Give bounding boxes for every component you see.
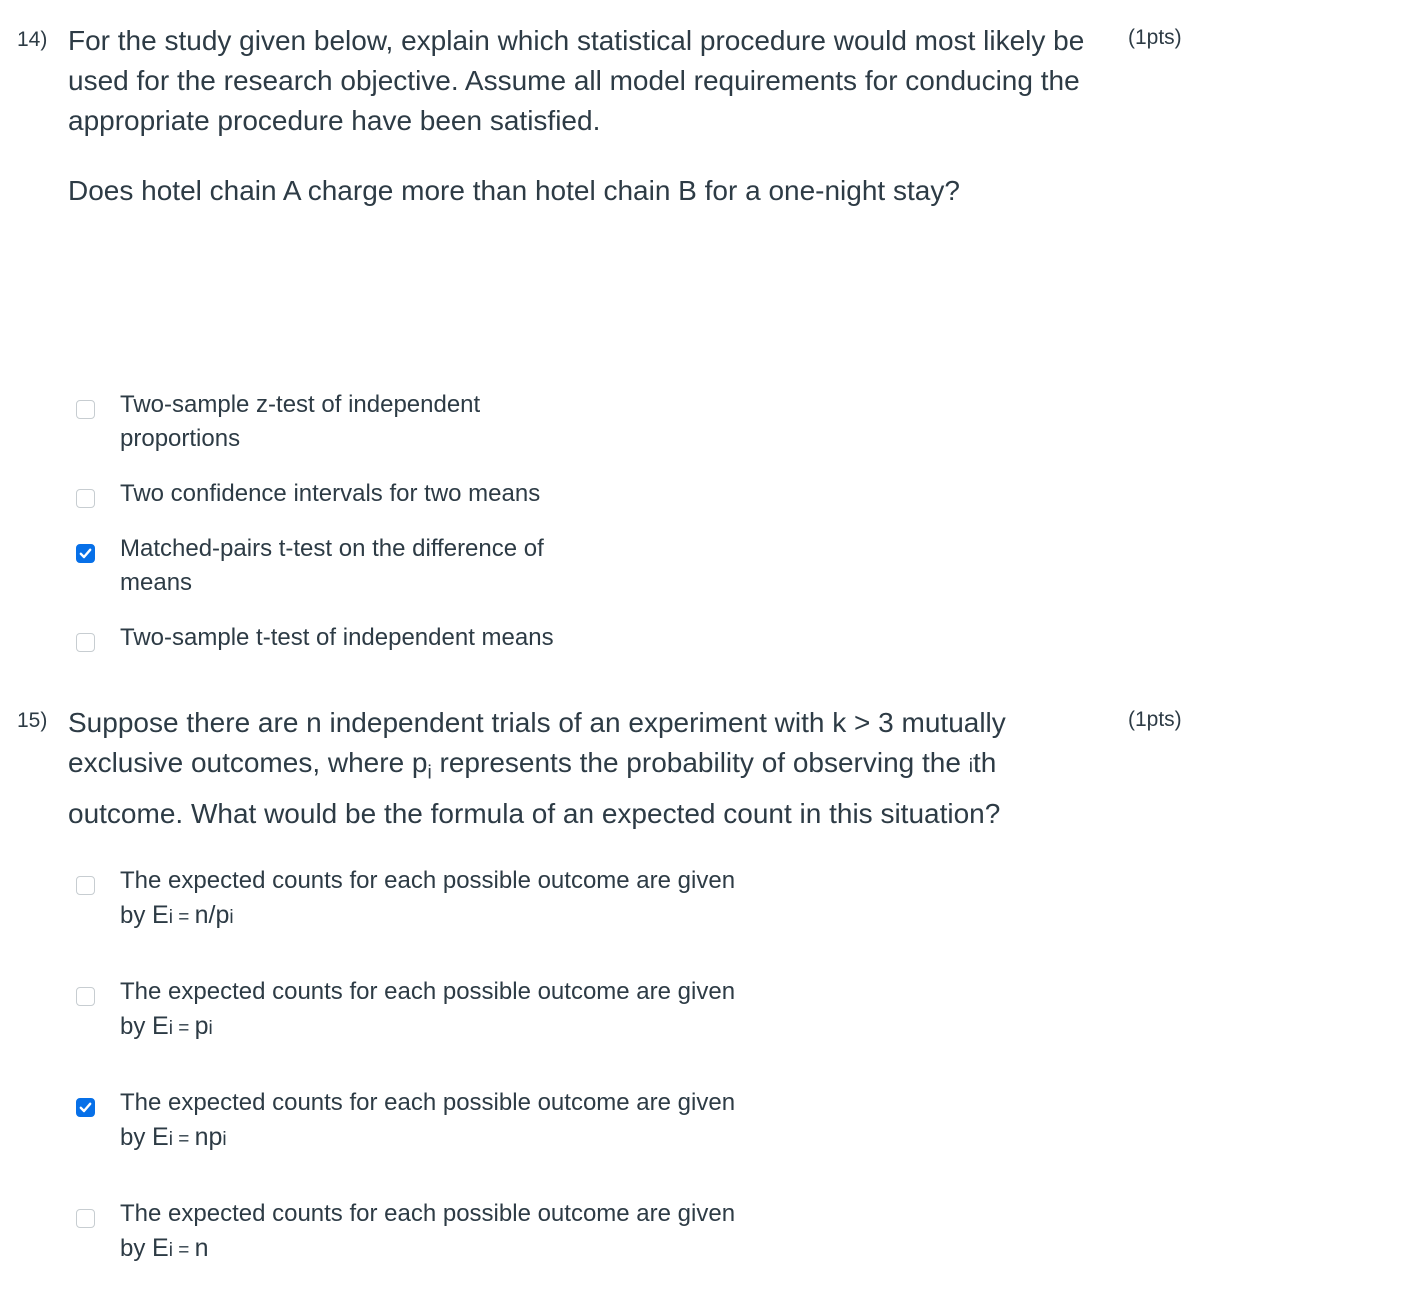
checkbox-unchecked[interactable]	[76, 1209, 95, 1228]
question-text: Suppose there are n independent trials of an experiment with k > 3 mutually exclusive outcomes, where $p_i$ represents the probability of observing the ith outcome. What would be the formula of an expected count in this situation?	[68, 707, 1006, 829]
checkbox-unchecked[interactable]	[76, 987, 95, 1006]
checkbox-unchecked[interactable]	[76, 489, 95, 508]
question-points: (1pts)	[1128, 26, 1182, 49]
checkbox-checked[interactable]	[76, 1098, 95, 1117]
answer-label: Matched-pairs t-test on the difference of means	[120, 535, 544, 596]
question-text: For the study given below, explain which statistical procedure would most likely be used for the research objective. Assume all model requirements for conducing the appropriate procedure have been satisfied.	[68, 25, 1085, 136]
answer-label: The expected counts for each possible outcome are given by Ei = npi	[120, 1089, 736, 1151]
question-number: 14)	[17, 28, 48, 51]
answer-label: Two confidence intervals for two means	[120, 480, 541, 507]
answer-label: The expected counts for each possible outcome are given by Ei = n/pi	[120, 867, 736, 929]
checkbox-unchecked[interactable]	[76, 876, 95, 895]
checkmark-icon	[79, 547, 92, 560]
question-prompt: Does hotel chain A charge more than hotel chain B for a one-night stay?	[68, 175, 960, 206]
question-points: (1pts)	[1128, 708, 1182, 731]
checkbox-unchecked[interactable]	[76, 633, 95, 652]
answer-label: Two-sample z-test of independent proportions	[120, 391, 481, 452]
checkbox-unchecked[interactable]	[76, 400, 95, 419]
checkbox-checked[interactable]	[76, 544, 95, 563]
question-number: 15)	[17, 709, 48, 732]
checkmark-icon	[79, 1101, 92, 1114]
answer-label: Two-sample t-test of independent means	[120, 624, 554, 651]
answer-label: The expected counts for each possible outcome are given by Ei = pi	[120, 978, 736, 1040]
answer-label: The expected counts for each possible outcome are given by Ei = n	[120, 1200, 736, 1262]
